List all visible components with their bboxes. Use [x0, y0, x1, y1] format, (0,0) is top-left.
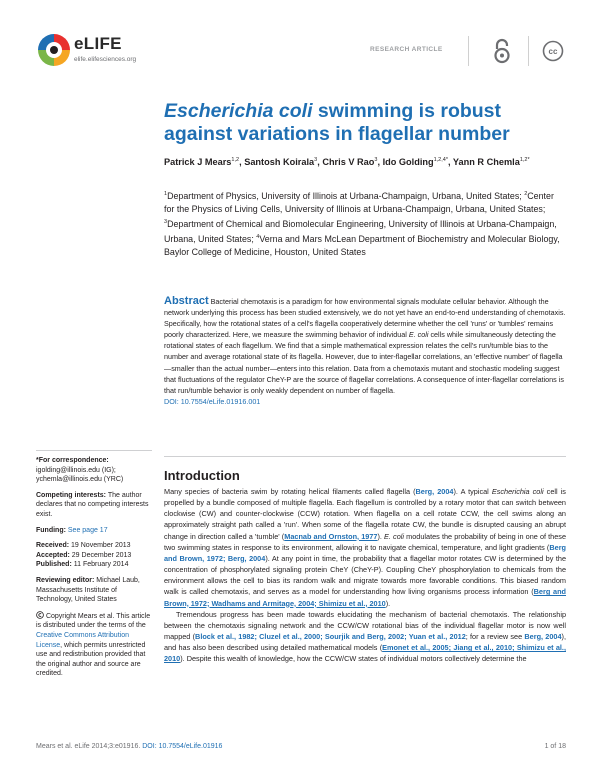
page-number: 1 of 18 [544, 743, 566, 750]
header-divider [468, 36, 469, 66]
author-sup: 1,2,4* [433, 157, 448, 163]
reviewing-editor [36, 576, 152, 605]
citation-link[interactable]: Block et al., 1982; Cluzel et al., 2000; Sourjik and Berg, 2002; Yuan et al., 2012 [195, 632, 466, 642]
received-date: 19 November 2013 [69, 542, 131, 550]
affil-sup: 3 [164, 219, 168, 226]
author-name[interactable]: Santosh Koirala [244, 157, 315, 168]
citation-link[interactable]: Emonet et al., 2005; Jiang et al., 2010; Shimizu et al., 2010 [164, 643, 566, 664]
dates [36, 541, 152, 570]
text: ). A typical [453, 487, 492, 496]
elife-logo-icon [36, 32, 72, 68]
copyright-text: , which permits unrestricted use and redistribution provided that the original author and source are credited. [36, 641, 146, 678]
italic-text: Escherichia coli [491, 487, 544, 496]
abstract-doi-link[interactable]: DOI: 10.7554/eLife.01916.001 [164, 396, 261, 406]
abstract-text: cells while simultaneously detecting the rotational states of each flagellum. We find that a simple mathematical expression relates the cell's run/tumble bias to the number and average rotational state of its flagella. However, due to inter-flagellar correlations, an 'effective number' of flagella—smaller than the actual number—enters into this relation. Data from a chemotaxis mutant and stochastic modeling suggest that fluctuations of the regulator CheY-P are the source of flagellar correlations. A consequence of inter-flagellar correlations is that run/tumble behavior is only weakly dependent on number of flagella. [164, 330, 564, 395]
introduction-body [164, 486, 566, 665]
italic-text: E. coli [384, 531, 405, 541]
cc-label: cc [548, 47, 558, 56]
accepted-label: Accepted: [36, 551, 70, 559]
text: ). Despite this wealth of knowledge, how the CCW/CW states of individual motors collectively determine the [180, 654, 527, 664]
article-type-label: RESEARCH ARTICLE [370, 46, 443, 53]
text: ; for a review see [465, 632, 525, 642]
text: ). At any point in time, the probability that a flagellar motor rotates CW is determined by the concentration of phosphorylated signaling protein CheY (CheY-P). Coupling CheY phosphorylation to chemicals from the environment allows the cell to bias its random walk and migrate towards more favorable conditions. This biased random walk is called chemotaxis, and serves as a model for understanding how living organisms process information ( [164, 553, 567, 597]
text: ), and has also been described using detailed mathematical models ( [164, 632, 566, 653]
competing-label: Competing interests: [36, 491, 107, 499]
title-rest: swimming is robust against variations in flagellar number [164, 100, 510, 145]
author-sup: 3 [374, 157, 378, 163]
logo-url[interactable]: elife.elifesciences.org [74, 56, 137, 63]
correspondence-label: *For correspondence: [36, 457, 109, 464]
author-name[interactable]: Patrick J Mears [164, 157, 232, 168]
author-name[interactable]: Chris V Rao [322, 157, 375, 168]
title-italic: Escherichia coli [164, 100, 313, 122]
affil-sup: 4 [256, 234, 260, 241]
paragraph [164, 609, 566, 665]
section-divider [164, 456, 566, 457]
footer-citation [36, 743, 222, 750]
affiliations [164, 188, 564, 259]
citation-link[interactable]: Berg and Brown, 1972; Wadhams and Armitage, 2004; Shimizu et al., 2010 [164, 587, 567, 608]
creative-commons-icon [542, 40, 564, 62]
citation-text: Mears et al. eLife 2014;3:e01916. [36, 743, 143, 750]
citation-link[interactable]: Macnab and Ornston, 1977 [284, 531, 378, 541]
abstract-italic: E. coli [408, 330, 429, 340]
editor-text: Michael Laub, Massachusetts Institute of Technology, United States [36, 576, 140, 604]
author-name[interactable]: Yann R Chemla [452, 157, 520, 168]
funding [36, 526, 152, 536]
citation-link[interactable]: Berg, 2004 [524, 632, 562, 642]
funding-link[interactable]: See page 17 [67, 526, 108, 534]
copyright [36, 611, 152, 679]
introduction-heading: Introduction [164, 468, 240, 483]
text: Tremendous progress has been made towards elucidating the mechanism of bacterial chemotaxis. The relationship between the chemotaxis signaling network and the CCW/CW rotational bias of the individual flagellar motor is now well mapped ( [164, 609, 566, 642]
published-label: Published: [36, 561, 72, 569]
competing-interests [36, 491, 152, 520]
author-sup: 3 [314, 157, 318, 163]
received-label: Received: [36, 542, 70, 550]
article-title [164, 100, 564, 146]
author-sup: 1,2* [519, 157, 530, 163]
header-divider [528, 36, 529, 66]
competing-text: The author declares that no competing interests exist. [36, 491, 149, 518]
affil-sup: 1 [164, 191, 168, 197]
affil-text: Verna and Mars McLean Department of Biochemistry and Molecular Biology, Baylor College of Medicine, Houston, United States [164, 234, 560, 258]
editor-label: Reviewing editor: [36, 576, 95, 584]
citation-link[interactable]: Berg and Brown, 1972; Berg, 2004 [164, 542, 566, 563]
copyright-text: Copyright Mears et al. This article is distributed under the terms of the [36, 612, 151, 630]
abstract-heading: Abstract [164, 295, 209, 307]
logo-text: eLIFE [74, 34, 122, 53]
affil-text: Department of Physics, University of Illinois at Urbana-Champaign, Urbana, United States; [167, 190, 525, 201]
footer-doi-link[interactable]: DOI: 10.7554/eLife.01916 [142, 743, 223, 750]
affil-text: Department of Chemical and Biomolecular Engineering, University of Illinois at Urbana-Champaign, Urbana, United States; [164, 219, 557, 245]
article-info-sidebar [36, 450, 152, 685]
sidebar-divider [36, 450, 152, 451]
author-name[interactable]: Ido Golding [382, 157, 434, 168]
open-access-icon [490, 38, 514, 64]
author-list: Patrick J Mears$^{1,2}$, Santosh Koirala$^3$, Chris V Rao$^3$, Ido Golding$^{1,2,4*}$, Yann R Chemla$^{1,2*}$ [164, 157, 530, 168]
abstract [164, 296, 566, 407]
text: cell is propelled by a bundle composed of multiple flagella. Each flagellum is controlled by a rotary motor that can switch between clockwise (CW) and counter-clockwise (CCW) rotation. When flagella on a cell rotate CCW, the cell swims along an approximately straight path called a 'run'. When some of the flagella rotate CW, the bundle is disrupted causing an abrupt change in direction called a 'tumble' ( [164, 487, 566, 541]
author-sup: 1,2 [231, 157, 240, 163]
published-date: 11 February 2014 [71, 561, 129, 569]
affil-text: Center for the Physics of Living Cells, University of Illinois at Urbana-Champaign, Urbana, United States; [164, 190, 554, 215]
text: modulates the probability of being in one of these two swimming states in response to its environment, allowing it to navigate chemical, temperature, and light gradients ( [164, 531, 567, 552]
paragraph [164, 486, 566, 609]
journal-header [36, 28, 566, 76]
text: ). [377, 531, 385, 541]
abstract-text: Bacterial chemotaxis is a paradigm for how environmental signals modulate cellular behavior. Although the network underlying this process has been studied extensively, we do not yet have an end-to-end understanding of chemotaxis. Specifically, how the rotational states of a cell's flagella cooperatively determine whether the cell 'runs' or 'tumbles' remains poorly characterized. Here, we measure the swimming behavior of individual [164, 297, 566, 340]
correspondence [36, 456, 152, 485]
affil-sup: 2 [524, 191, 528, 197]
copyright-icon [36, 611, 44, 619]
text: Many species of bacteria swim by rotating helical filaments called flagella ( [164, 487, 416, 496]
text: ). [385, 598, 391, 608]
accepted-date: 29 December 2013 [69, 551, 132, 559]
correspondence-emails[interactable]: igolding@illinois.edu (IG); ychemla@illinois.edu (YRC) [36, 466, 124, 484]
funding-label: Funding: [36, 526, 66, 534]
license-link[interactable]: Creative Commons Attribution License [36, 631, 129, 649]
elife-logo[interactable] [36, 28, 156, 72]
citation-link[interactable]: Berg, 2004 [415, 487, 454, 496]
